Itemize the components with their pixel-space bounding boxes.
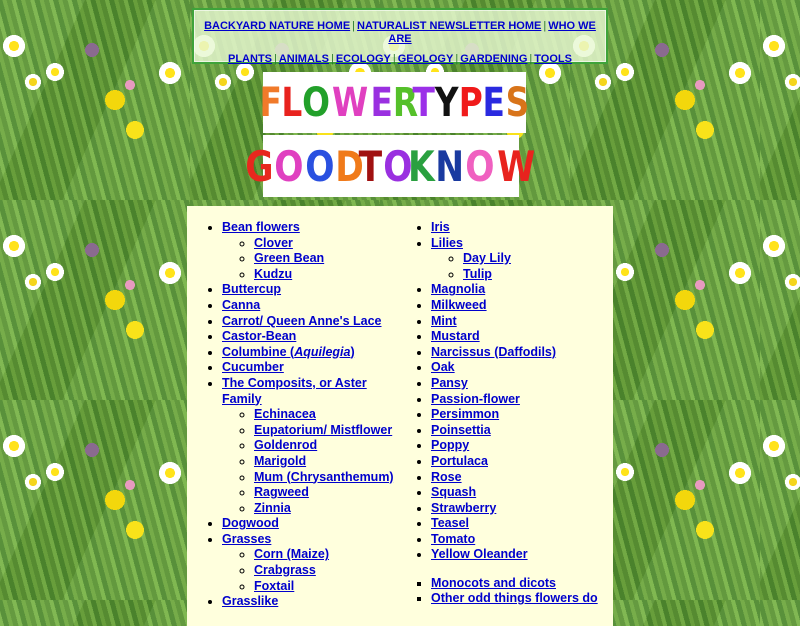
flower-link-bean-flowers[interactable]: Bean flowers <box>222 220 300 234</box>
list-item <box>222 220 402 282</box>
flower-link-grasslike[interactable]: Grasslike <box>222 594 279 609</box>
sub-list-item <box>254 454 402 470</box>
flower-index-panel <box>187 206 613 626</box>
flower-link-passion-flower[interactable]: Passion-flower <box>431 391 520 406</box>
flower-link-oak[interactable]: Oak <box>431 360 455 375</box>
list-item <box>431 376 611 392</box>
flower-link-dogwood[interactable]: Dogwood <box>222 516 279 531</box>
list-item <box>222 314 402 330</box>
flower-link-ragweed[interactable]: Ragweed <box>254 485 309 500</box>
banner-letter: R <box>392 79 419 126</box>
nav-link-ecology[interactable]: ECOLOGY <box>335 53 391 65</box>
flower-link-rose[interactable]: Rose <box>431 469 462 484</box>
sub-list-item <box>254 579 402 595</box>
list-item <box>431 547 611 563</box>
list-item <box>431 314 611 330</box>
sub-list-item <box>254 470 402 486</box>
banner-good-to-know <box>244 135 537 197</box>
sub-list-item <box>254 501 402 517</box>
list-item <box>431 407 611 423</box>
banner-letter: E <box>370 79 394 126</box>
nav-separator: | <box>543 20 547 32</box>
flower-link-eupatorium-mistflower[interactable]: Eupatorium/ Mistflower <box>254 422 393 437</box>
flower-link-corn-maize[interactable]: Corn (Maize) <box>254 547 329 562</box>
flower-link-day-lily[interactable]: Day Lily <box>463 251 511 266</box>
sub-list-item <box>463 267 611 283</box>
list-item <box>431 470 611 486</box>
sub-list <box>431 251 611 282</box>
flower-link-lilies[interactable]: Lilies <box>431 235 463 250</box>
banner-letter: S <box>505 79 530 126</box>
list-item <box>431 576 611 592</box>
flower-link-narcissus-daffodils[interactable]: Narcissus (Daffodils) <box>431 344 557 359</box>
nav-separator: | <box>330 53 334 65</box>
nav-link-geology[interactable]: GEOLOGY <box>397 53 454 65</box>
sub-list-item <box>254 407 402 423</box>
sub-list-item <box>254 236 402 252</box>
sub-list-item <box>254 267 402 283</box>
top-navigation <box>192 8 608 64</box>
flower-link-columbine-aquilegia[interactable]: Columbine (Aquilegia) <box>222 344 355 359</box>
list-item <box>431 516 611 532</box>
sub-list-item <box>463 251 611 267</box>
list-item <box>431 454 611 470</box>
flower-link-cucumber[interactable]: Cucumber <box>222 360 284 375</box>
flower-link-zinnia[interactable]: Zinnia <box>254 500 291 515</box>
banner-letter: O <box>302 79 332 126</box>
flower-link-magnolia[interactable]: Magnolia <box>431 282 486 297</box>
list-item <box>431 485 611 501</box>
topic-link-other-odd-things-flowers-do[interactable]: Other odd things flowers do <box>431 591 598 606</box>
banner-letter: L <box>281 79 304 126</box>
banner-letter: O <box>274 141 305 191</box>
list-item <box>222 594 402 610</box>
banner-letter: W <box>497 141 537 191</box>
sub-list-item <box>254 251 402 267</box>
sub-list-item <box>254 563 402 579</box>
list-item <box>431 591 611 607</box>
list-item <box>431 423 611 439</box>
right-column <box>396 220 611 607</box>
flower-link-milkweed[interactable]: Milkweed <box>431 297 487 312</box>
list-item <box>222 376 402 516</box>
banner-letter: O <box>383 141 414 191</box>
list-item <box>431 282 611 298</box>
list-item <box>431 501 611 517</box>
flower-link-echinacea[interactable]: Echinacea <box>254 407 316 422</box>
banner-letter: O <box>305 141 336 191</box>
banner-letter: G <box>244 141 274 191</box>
nav-link-plants[interactable]: PLANTS <box>228 53 272 65</box>
list-item <box>431 532 611 548</box>
nav-link-who-we-are[interactable]: WHO WE ARE <box>388 20 596 45</box>
banner-letter: F <box>259 79 283 126</box>
banner-letter: K <box>407 141 436 191</box>
flower-link-carrot-queen-anne-s-lace[interactable]: Carrot/ Queen Anne's Lace <box>222 313 382 328</box>
flower-link-kudzu[interactable]: Kudzu <box>254 266 293 281</box>
list-item <box>431 438 611 454</box>
banner-letter: D <box>335 141 366 191</box>
flower-link-the-composits-or-aster-family[interactable]: The Composits, or Aster Family <box>222 375 367 406</box>
flower-link-tomato[interactable]: Tomato <box>431 531 476 546</box>
nav-separator: | <box>274 53 277 65</box>
flower-link-tulip[interactable]: Tulip <box>463 266 492 281</box>
banner-letter: W <box>332 79 370 126</box>
scientific-name: Aquilegia <box>294 344 351 359</box>
banner-flower-types <box>259 72 530 133</box>
banner-letter: P <box>458 79 484 126</box>
banner-letter: E <box>482 79 507 126</box>
flower-link-canna[interactable]: Canna <box>222 297 261 312</box>
flower-link-mum-chrysanthemum[interactable]: Mum (Chrysanthemum) <box>254 469 394 484</box>
flower-link-poinsettia[interactable]: Poinsettia <box>431 422 491 437</box>
sub-list <box>222 407 402 516</box>
nav-link-backyard-nature-home[interactable]: BACKYARD NATURE HOME <box>204 20 351 32</box>
flower-link-goldenrod[interactable]: Goldenrod <box>254 438 318 453</box>
list-item <box>431 298 611 314</box>
sub-list-item <box>254 547 402 563</box>
flower-link-mustard[interactable]: Mustard <box>431 329 480 344</box>
nav-link-gardening[interactable]: GARDENING <box>460 53 528 65</box>
flower-list-right <box>396 220 611 563</box>
flower-link-green-bean[interactable]: Green Bean <box>254 251 325 266</box>
extra-topics-list <box>396 576 611 607</box>
flower-link-foxtail[interactable]: Foxtail <box>254 578 295 593</box>
list-item <box>222 516 402 532</box>
flower-list-left <box>187 220 402 610</box>
flower-link-crabgrass[interactable]: Crabgrass <box>254 563 316 578</box>
nav-separator: | <box>392 53 396 65</box>
flower-link-teasel[interactable]: Teasel <box>431 516 469 531</box>
list-item <box>222 282 402 298</box>
sub-list-item <box>254 423 402 439</box>
nav-separator: | <box>529 53 533 65</box>
nav-separator: | <box>352 20 356 32</box>
sub-list <box>222 547 402 594</box>
flower-link-persimmon[interactable]: Persimmon <box>431 407 500 422</box>
nav-row-main <box>194 20 606 46</box>
banner-letter: O <box>465 141 496 191</box>
flower-link-marigold[interactable]: Marigold <box>254 453 307 468</box>
list-item <box>431 220 611 236</box>
list-item <box>431 236 611 283</box>
list-item <box>222 360 402 376</box>
flower-link-grasses[interactable]: Grasses <box>222 531 272 546</box>
list-item <box>431 360 611 376</box>
nav-separator: | <box>455 53 459 65</box>
list-item <box>431 345 611 361</box>
flower-link-mint[interactable]: Mint <box>431 313 457 328</box>
banner-letter: N <box>435 141 466 191</box>
sub-list-item <box>254 438 402 454</box>
flower-link-portulaca[interactable]: Portulaca <box>431 453 488 468</box>
flower-link-clover[interactable]: Clover <box>254 235 293 250</box>
list-item <box>222 345 402 361</box>
banner-letter: T <box>359 141 384 191</box>
nav-row-topics <box>194 53 606 66</box>
list-item <box>431 329 611 345</box>
banner-letter: Y <box>434 79 460 126</box>
flower-link-pansy[interactable]: Pansy <box>431 375 468 390</box>
topic-link-monocots-and-dicots[interactable]: Monocots and dicots <box>431 575 556 590</box>
list-item <box>431 392 611 408</box>
left-column <box>187 220 402 610</box>
sub-list <box>222 236 402 283</box>
flower-link-poppy[interactable]: Poppy <box>431 438 470 453</box>
flower-link-strawberry[interactable]: Strawberry <box>431 500 497 515</box>
list-item <box>222 532 402 594</box>
nav-link-tools[interactable]: TOOLS <box>534 53 572 65</box>
list-item <box>222 298 402 314</box>
flower-link-squash[interactable]: Squash <box>431 485 477 500</box>
flower-link-buttercup[interactable]: Buttercup <box>222 282 282 297</box>
flower-link-yellow-oleander[interactable]: Yellow Oleander <box>431 547 528 562</box>
flower-link-castor-bean[interactable]: Castor-Bean <box>222 329 297 344</box>
nav-link-naturalist-newsletter-home[interactable]: NATURALIST NEWSLETTER HOME <box>357 20 542 32</box>
flower-link-iris[interactable]: Iris <box>431 220 450 234</box>
sub-list-item <box>254 485 402 501</box>
nav-link-animals[interactable]: ANIMALS <box>278 53 329 65</box>
list-item <box>222 329 402 345</box>
banner-letter: T <box>412 79 436 126</box>
